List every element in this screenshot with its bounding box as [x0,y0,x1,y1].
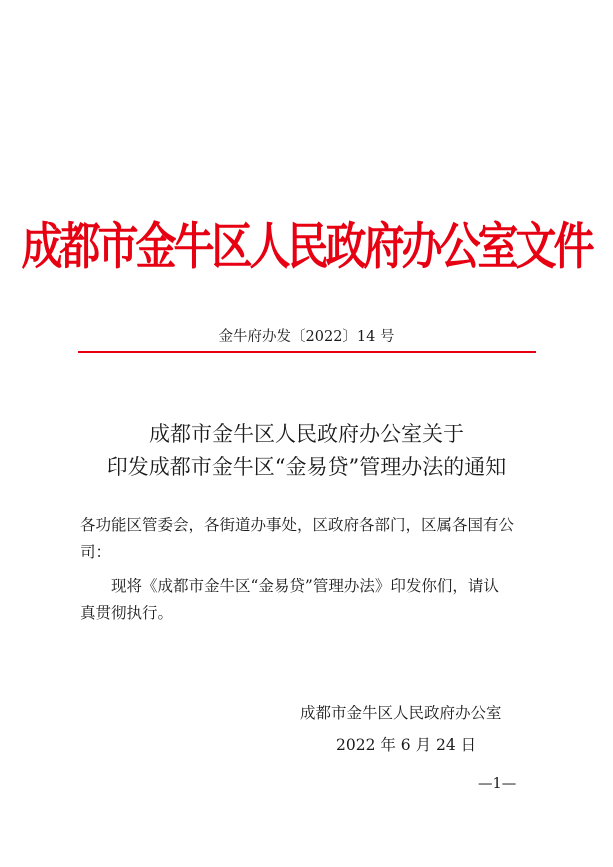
body-paragraph-line-2: 真贯彻执行。 [80,604,174,622]
salutation-line-2: 司： [80,543,112,561]
page-number: —1— [478,776,517,792]
issuing-office: 成都市金牛区人民政府办公室 [300,704,502,722]
body-paragraph-line-1: 现将《成都市金牛区“金易贷”管理办法》印发你们，请认 [111,577,499,595]
salutation-line-1: 各功能区管委会，各街道办事处，区政府各部门，区属各国有公 [80,516,515,534]
notice-title-line-1: 成都市金牛区人民政府办公室关于 [149,422,464,446]
issue-date: 2022 年 6 月 24 日 [336,736,477,754]
body-paragraph [80,573,540,627]
notice-title-line-2: 印发成都市金牛区“金易贷”管理办法的通知 [106,455,507,479]
document-number: 金牛府办发〔2022〕14 号 [218,329,395,345]
masthead-title: 成都市金牛区人民政府办公室文件 [21,216,592,276]
salutation [80,512,540,566]
red-divider-line [78,351,536,353]
